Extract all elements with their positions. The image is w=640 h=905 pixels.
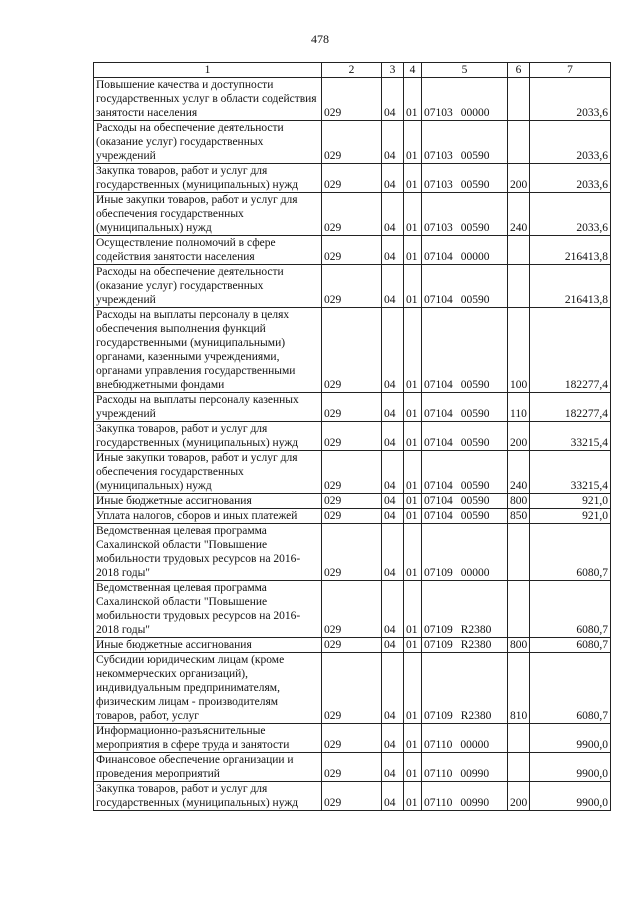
- target-article-cell: [422, 451, 508, 494]
- amount-cell: 6080,7: [530, 524, 611, 581]
- section-cell: 04: [382, 393, 404, 422]
- target-article-direction: 00990: [460, 797, 490, 809]
- table-row: [94, 782, 611, 811]
- item-name-cell: [94, 193, 322, 236]
- table-row: [94, 121, 611, 164]
- target-article-cell: [422, 265, 508, 308]
- section-cell: 04: [382, 265, 404, 308]
- target-article-direction: 00990: [460, 768, 490, 780]
- expense-type-cell: 800: [508, 638, 530, 653]
- subsection-cell: 01: [404, 78, 422, 121]
- section-cell: 04: [382, 164, 404, 193]
- header-cell: 1: [94, 63, 322, 78]
- target-article-cell: [422, 193, 508, 236]
- table-row: [94, 393, 611, 422]
- ministry-code-cell: 029: [322, 265, 382, 308]
- subsection-cell: 01: [404, 724, 422, 753]
- section-cell: 04: [382, 782, 404, 811]
- amount-cell: 33215,4: [530, 451, 611, 494]
- header-cell: 6: [508, 63, 530, 78]
- section-cell: 04: [382, 121, 404, 164]
- target-article-direction: R2380: [460, 639, 492, 651]
- item-name: Ведомственная целевая программа Сахалинской области "Повышение мобильности трудовых ресурсов на 2016-2018 годы": [96, 582, 301, 636]
- target-article-cell: [422, 422, 508, 451]
- header-cell: 4: [404, 63, 422, 78]
- item-name-cell: [94, 494, 322, 509]
- amount-cell: 9900,0: [530, 753, 611, 782]
- amount-cell: 2033,6: [530, 164, 611, 193]
- target-article-cell: [422, 78, 508, 121]
- target-article-program: 07103: [424, 107, 453, 119]
- table-row: [94, 724, 611, 753]
- item-name-cell: [94, 581, 322, 638]
- item-name: Иные закупки товаров, работ и услуг для обеспечения государственных (муниципальных) нужд: [96, 194, 298, 234]
- expense-type-cell: [508, 524, 530, 581]
- expense-type-cell: 100: [508, 308, 530, 393]
- item-name-cell: [94, 451, 322, 494]
- table-row: [94, 308, 611, 393]
- subsection-cell: 01: [404, 451, 422, 494]
- section-cell: 04: [382, 451, 404, 494]
- target-article-program: 07104: [424, 480, 453, 492]
- item-name-cell: [94, 724, 322, 753]
- table-row: [94, 422, 611, 451]
- target-article-direction: 00590: [460, 294, 490, 306]
- table-row: [94, 494, 611, 509]
- section-cell: 04: [382, 509, 404, 524]
- target-article-direction: 00590: [460, 408, 490, 420]
- page-number: 478: [311, 32, 329, 46]
- expense-type-cell: [508, 753, 530, 782]
- ministry-code-cell: 029: [322, 422, 382, 451]
- target-article-program: 07104: [424, 495, 453, 507]
- ministry-code-cell: 029: [322, 653, 382, 724]
- item-name: Закупка товаров, работ и услуг для государственных (муниципальных) нужд: [96, 165, 299, 191]
- table-body: [94, 78, 611, 811]
- amount-cell: 6080,7: [530, 638, 611, 653]
- table-row: [94, 451, 611, 494]
- target-article-program: 07104: [424, 379, 453, 391]
- target-article-program: 07104: [424, 251, 453, 263]
- section-cell: 04: [382, 524, 404, 581]
- table-row: [94, 164, 611, 193]
- section-cell: 04: [382, 753, 404, 782]
- table-row: [94, 524, 611, 581]
- amount-cell: 6080,7: [530, 653, 611, 724]
- item-name-cell: [94, 782, 322, 811]
- item-name: Иные бюджетные ассигнования: [96, 495, 252, 507]
- expense-type-cell: [508, 581, 530, 638]
- ministry-code-cell: 029: [322, 78, 382, 121]
- expense-type-cell: [508, 236, 530, 265]
- amount-cell: 6080,7: [530, 581, 611, 638]
- item-name: Иные закупки товаров, работ и услуг для обеспечения государственных (муниципальных) нужд: [96, 452, 298, 492]
- item-name: Расходы на выплаты персоналу в целях обеспечения выполнения функций государственными (муниципальными) органами, казенными учреждениями, органами управления государственными внебюджетными фондами: [96, 309, 296, 391]
- target-article-program: 07103: [424, 179, 453, 191]
- subsection-cell: 01: [404, 524, 422, 581]
- section-cell: 04: [382, 581, 404, 638]
- item-name: Закупка товаров, работ и услуг для государственных (муниципальных) нужд: [96, 783, 299, 809]
- target-article-cell: [422, 308, 508, 393]
- subsection-cell: 01: [404, 653, 422, 724]
- item-name: Расходы на выплаты персоналу казенных учреждений: [96, 394, 299, 420]
- amount-cell: 921,0: [530, 494, 611, 509]
- expense-type-cell: 200: [508, 164, 530, 193]
- expense-type-cell: 850: [508, 509, 530, 524]
- ministry-code-cell: 029: [322, 121, 382, 164]
- section-cell: 04: [382, 653, 404, 724]
- target-article-direction: R2380: [460, 710, 492, 722]
- subsection-cell: 01: [404, 164, 422, 193]
- section-cell: 04: [382, 78, 404, 121]
- amount-cell: 2033,6: [530, 78, 611, 121]
- expense-type-cell: 240: [508, 451, 530, 494]
- item-name: Осуществление полномочий в сфере содействия занятости населения: [96, 237, 276, 263]
- subsection-cell: 01: [404, 308, 422, 393]
- target-article-program: 07110: [424, 739, 453, 751]
- amount-cell: 2033,6: [530, 193, 611, 236]
- item-name: Информационно-разъяснительные мероприятия в сфере труда и занятости: [96, 725, 290, 751]
- section-cell: 04: [382, 422, 404, 451]
- amount-cell: 33215,4: [530, 422, 611, 451]
- item-name-cell: [94, 164, 322, 193]
- ministry-code-cell: 029: [322, 236, 382, 265]
- target-article-direction: 00590: [460, 495, 490, 507]
- target-article-direction: 00000: [460, 107, 490, 119]
- table-row: [94, 638, 611, 653]
- target-article-cell: [422, 724, 508, 753]
- subsection-cell: 01: [404, 782, 422, 811]
- table-row: [94, 753, 611, 782]
- expense-type-cell: 800: [508, 494, 530, 509]
- target-article-program: 07103: [424, 222, 453, 234]
- ministry-code-cell: 029: [322, 753, 382, 782]
- subsection-cell: 01: [404, 638, 422, 653]
- section-cell: 04: [382, 236, 404, 265]
- target-article-cell: [422, 236, 508, 265]
- target-article-program: 07110: [424, 797, 453, 809]
- subsection-cell: 01: [404, 193, 422, 236]
- target-article-direction: 00000: [460, 251, 490, 263]
- subsection-cell: 01: [404, 121, 422, 164]
- expense-type-cell: 240: [508, 193, 530, 236]
- ministry-code-cell: 029: [322, 451, 382, 494]
- item-name-cell: [94, 422, 322, 451]
- target-article-program: 07104: [424, 510, 453, 522]
- table-row: [94, 236, 611, 265]
- item-name: Уплата налогов, сборов и иных платежей: [96, 510, 298, 522]
- amount-cell: 216413,8: [530, 236, 611, 265]
- target-article-cell: [422, 653, 508, 724]
- header-cell: 7: [530, 63, 611, 78]
- item-name: Повышение качества и доступности государственных услуг в области содействия занятости населения: [96, 79, 317, 119]
- item-name: Ведомственная целевая программа Сахалинской области "Повышение мобильности трудовых ресурсов на 2016-2018 годы": [96, 525, 301, 579]
- target-article-program: 07109: [424, 639, 453, 651]
- amount-cell: 9900,0: [530, 724, 611, 753]
- expense-type-cell: 110: [508, 393, 530, 422]
- table-row: [94, 581, 611, 638]
- expense-type-cell: 810: [508, 653, 530, 724]
- target-article-direction: 00000: [460, 739, 490, 751]
- subsection-cell: 01: [404, 581, 422, 638]
- target-article-program: 07104: [424, 437, 453, 449]
- section-cell: 04: [382, 638, 404, 653]
- target-article-program: 07109: [424, 710, 453, 722]
- item-name-cell: [94, 509, 322, 524]
- item-name-cell: [94, 236, 322, 265]
- target-article-cell: [422, 393, 508, 422]
- item-name: Расходы на обеспечение деятельности (оказание услуг) государственных учреждений: [96, 266, 284, 306]
- expense-type-cell: [508, 265, 530, 308]
- table-row: [94, 509, 611, 524]
- amount-cell: 2033,6: [530, 121, 611, 164]
- target-article-direction: 00590: [460, 379, 490, 391]
- item-name: Закупка товаров, работ и услуг для государственных (муниципальных) нужд: [96, 423, 299, 449]
- target-article-direction: 00000: [460, 567, 490, 579]
- header-row: [94, 63, 611, 78]
- target-article-cell: [422, 524, 508, 581]
- subsection-cell: 01: [404, 393, 422, 422]
- subsection-cell: 01: [404, 509, 422, 524]
- item-name: Расходы на обеспечение деятельности (оказание услуг) государственных учреждений: [96, 122, 284, 162]
- amount-cell: 182277,4: [530, 393, 611, 422]
- target-article-cell: [422, 164, 508, 193]
- target-article-direction: 00590: [460, 179, 490, 191]
- item-name: Финансовое обеспечение организации и проведения мероприятий: [96, 754, 294, 780]
- ministry-code-cell: 029: [322, 164, 382, 193]
- target-article-cell: [422, 121, 508, 164]
- ministry-code-cell: 029: [322, 782, 382, 811]
- item-name-cell: [94, 638, 322, 653]
- header-cell: 2: [322, 63, 382, 78]
- target-article-cell: [422, 638, 508, 653]
- item-name-cell: [94, 653, 322, 724]
- section-cell: 04: [382, 724, 404, 753]
- ministry-code-cell: 029: [322, 638, 382, 653]
- ministry-code-cell: 029: [322, 724, 382, 753]
- item-name-cell: [94, 753, 322, 782]
- expense-type-cell: [508, 121, 530, 164]
- table-row: [94, 653, 611, 724]
- section-cell: 04: [382, 308, 404, 393]
- item-name-cell: [94, 121, 322, 164]
- target-article-program: 07104: [424, 294, 453, 306]
- item-name-cell: [94, 393, 322, 422]
- header-cell: 3: [382, 63, 404, 78]
- amount-cell: 921,0: [530, 509, 611, 524]
- ministry-code-cell: 029: [322, 581, 382, 638]
- item-name: Субсидии юридическим лицам (кроме некоммерческих организаций), индивидуальным предпринимателям, физическим лицам - производителям товаров, работ, услуг: [96, 654, 285, 722]
- ministry-code-cell: 029: [322, 193, 382, 236]
- subsection-cell: 01: [404, 494, 422, 509]
- section-cell: 04: [382, 494, 404, 509]
- header-cell: 5: [422, 63, 508, 78]
- target-article-cell: [422, 782, 508, 811]
- table-row: [94, 78, 611, 121]
- item-name-cell: [94, 265, 322, 308]
- target-article-program: 07104: [424, 408, 453, 420]
- amount-cell: 182277,4: [530, 308, 611, 393]
- table-row: [94, 265, 611, 308]
- target-article-direction: 00590: [460, 437, 490, 449]
- expense-type-cell: 200: [508, 422, 530, 451]
- item-name: Иные бюджетные ассигнования: [96, 639, 252, 651]
- target-article-direction: R2380: [460, 624, 492, 636]
- target-article-direction: 00590: [460, 222, 490, 234]
- target-article-program: 07109: [424, 624, 453, 636]
- item-name-cell: [94, 78, 322, 121]
- target-article-cell: [422, 509, 508, 524]
- target-article-direction: 00590: [460, 480, 490, 492]
- ministry-code-cell: 029: [322, 393, 382, 422]
- subsection-cell: 01: [404, 265, 422, 308]
- target-article-program: 07110: [424, 768, 453, 780]
- ministry-code-cell: 029: [322, 524, 382, 581]
- ministry-code-cell: 029: [322, 494, 382, 509]
- item-name-cell: [94, 308, 322, 393]
- ministry-code-cell: 029: [322, 308, 382, 393]
- expense-type-cell: [508, 724, 530, 753]
- expense-type-cell: [508, 78, 530, 121]
- subsection-cell: 01: [404, 422, 422, 451]
- budget-table: [93, 62, 611, 811]
- target-article-direction: 00590: [460, 510, 490, 522]
- amount-cell: 9900,0: [530, 782, 611, 811]
- amount-cell: 216413,8: [530, 265, 611, 308]
- target-article-cell: [422, 753, 508, 782]
- ministry-code-cell: 029: [322, 509, 382, 524]
- subsection-cell: 01: [404, 753, 422, 782]
- target-article-program: 07103: [424, 150, 453, 162]
- section-cell: 04: [382, 193, 404, 236]
- subsection-cell: 01: [404, 236, 422, 265]
- table-row: [94, 193, 611, 236]
- target-article-program: 07109: [424, 567, 453, 579]
- target-article-cell: [422, 494, 508, 509]
- item-name-cell: [94, 524, 322, 581]
- target-article-cell: [422, 581, 508, 638]
- target-article-direction: 00590: [460, 150, 490, 162]
- expense-type-cell: 200: [508, 782, 530, 811]
